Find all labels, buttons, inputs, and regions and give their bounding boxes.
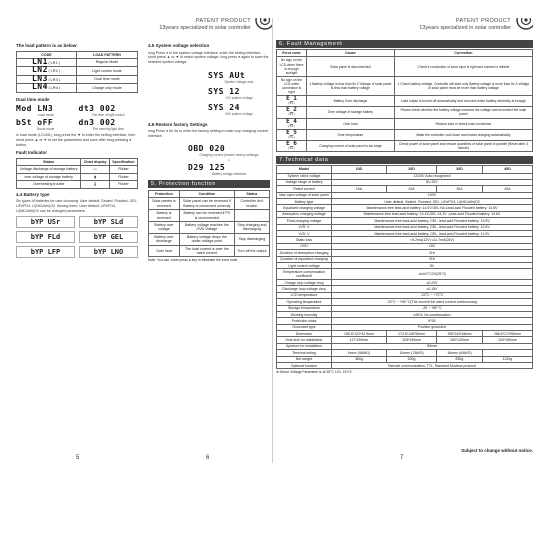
table-row: LN1(LM1) Regular Mode (17, 58, 138, 66)
table-row: Hole size for installation 117*150mm 125*150mm 150*120mm 154*150mm (277, 337, 533, 343)
table-row: No sign on the LCD when there is enough sunlight Solar panel is disconnected Check if connection of solar input is right and contact is reliable (277, 57, 533, 76)
table-row: Optional function Remote communication, TTL, Standard Modbus protocol (277, 363, 533, 369)
fault-management-table: Error code Cause Correction No sign on the LCD when there is enough sunlight Solar panel is disconnected Check if connection of solar input is right and contact is reliable No sign on the LCD when connection is right 1.Battery voltage is less than 8v 2.Voltage of solar panel is less than battery voltage 1.Check battery voltage. Controller will start only Battery voltage is more than 8v 2.Voltage of solar panel must be more than battery voltage E_1 (Ov) Battery Over discharge Load output is turned off automatically and recovers when battery electricity is enough E_2 (Ov) Over voltage of storage battery Please check whether the battery voltage exceeds the voltage and reconnect the solar panel E_4 (Ov) Over load Reduce load or check load connection E_5 (Ov) Over temperature Make the controller cool down and restart charging automatically E_6 (Ov) Charging current of solar panel is too large Check power of solar panel and reduce quantities of solar panel in parallel (Reset after 3 minute) (276, 49, 533, 152)
voltage-selection-screens: SYS AUt System voltage auto SYS 12 12V system voltage SYS 24 24V system voltage (208, 70, 254, 116)
table-row: LN2(LM2) Light control mode (17, 67, 138, 75)
protection-note: Note: You can: short press ● key to eliminate the error code. (148, 258, 239, 263)
table-row: LN4(LM4) Charge only mode (17, 84, 138, 92)
brand-logo-icon (516, 18, 533, 30)
load-pattern-table: CODE LOAD PATTERN LN1(LM1) Regular Mode LN2(LM2) Light control mode LN3(LM3) Dual time mode LN4(LM4) Charge only mode (16, 51, 138, 93)
table-row: LCD temperature -20°C ~ +70°C (277, 292, 533, 298)
page-number: 7 (400, 455, 404, 461)
table-row: E_5 (Ov) Over temperature Make the controller cool down and restart charging automatically (277, 129, 533, 140)
arrow-down-icon: ↓ (227, 156, 231, 163)
battery-type-item: bYP FLd (16, 231, 75, 243)
table-row: LN3(LM3) Dual time mode (17, 75, 138, 83)
table-row: Discharge loop voltage drop ≤0.18V (277, 286, 533, 292)
table-row: Grounded type Positive grounded (277, 324, 533, 330)
table-row: E_6 (Ov) Charging current of solar panel is too large Check power of solar panel and reduce quantities of solar panel in parallel (Reset after 3 minute) (277, 140, 533, 151)
protection-table: Protection Condition Status Solar panels is reversed Solar panel can be reversed if Battery is connected correctly Controller isn't broken Battery is reversed Battery can be reversed if PV is unconnected Battery over voltage Battery voltage reaches the OVD Voltage Stop charging and discharging Battery over discharge Battery voltage drops the under voltage point Stop discharging Over heat The load current is over the rated current Turn off the output (148, 190, 270, 257)
table-row: Protection class IP30 (277, 318, 533, 324)
table-row: Float charging voltage Maintenance-free lead-acid battery, GEL, lead-acid Flooded battery: 13.8V (277, 218, 533, 224)
table-row: Battery over discharge Battery voltage drops the under voltage point Stop discharging (149, 233, 270, 245)
table-header-row: Model 10D 20D 30D 40D (277, 166, 533, 173)
left-column-a (16, 40, 138, 258)
brand-logo-icon (255, 18, 273, 30)
load-pattern-heading: The load pattern is as below: (16, 43, 78, 48)
restore-screens: OBD 020 Charging current (restore factory settings) ↓ D29 125 Battery voltage interface (148, 144, 270, 176)
table-row: No sign on the LCD when connection is right 1.Battery voltage is less than 8v 2.Voltage of solar panel is less than battery voltage 1.Check battery voltage. Controller will start only Battery voltage is more than 8v 2.Voltage of solar panel must be more than battery voltage (277, 76, 533, 95)
table-row: Battery over voltage Battery voltage reaches the OVD Voltage Stop charging and discharging (149, 222, 270, 234)
battery-full-icon: ▮ (94, 174, 97, 179)
voltage-selection-heading: 4.5 System voltage selection (148, 43, 210, 48)
table-row: Voltage range of battery 8V-32V (277, 179, 533, 185)
page-number: 6 (206, 455, 210, 461)
dual-time-diagram: Mod LN3 Load mode dt3 002 The time of light control bSt oFF Boost mode dn3 002 The morning light time (16, 104, 125, 132)
page-gutter (272, 18, 273, 463)
table-row: LVR: V Maintenance-free lead-acid battery, GEL, lead-acid Flooded battery: 12.6V (277, 224, 533, 230)
battery-type-item: bYP LFP (16, 246, 75, 258)
battery-type-description: Six types of batteries for user choosing: User default, Sealed, Flooded, GEL, LiFePO4, Li(NiCoMn)O2. Among them, User default, LiFePO4, Li(NiCoMn)O2 can be changed parameters. (16, 199, 138, 213)
table-row: Overheating trouble 🌡 Flicker (17, 181, 138, 188)
technical-data-note: ※ Above Voltage Parameter is at 25°C 12V, 12V*2. (276, 370, 353, 375)
fault-indicator-heading: Fault Indicator (16, 150, 48, 156)
fault-management-bar: 6. Fault Management (276, 40, 533, 48)
table-row: Static loss <9.2mA(12V) ≤11.7mA(24V) (277, 237, 533, 243)
battery-type-item: bYP USr (16, 216, 75, 228)
table-row: HVD 16V (277, 243, 533, 249)
table-row: Solar panels is reversed Solar panel can be reversed if Battery is connected correctly Controller isn't broken (149, 198, 270, 210)
table-row: E_2 (Ov) Over voltage of storage battery Please check whether the battery voltage exceeds the voltage and reconnect the solar panel (277, 107, 533, 118)
brand-header-left: PATENT PRODUCT 13years specialized in solar controller (159, 18, 251, 31)
battery-type-item: bYP GEL (79, 231, 138, 243)
table-row: Temperature compensation coefficient -4mV/°C/2V(25°C) (277, 269, 533, 280)
table-row: Dimension 155.5*122*42.9mm 174.5*148*50mm 195*163*66mm 256.5*174*66mm (277, 331, 533, 337)
page-number: 5 (76, 455, 80, 461)
table-row: over voltage of storage battery ▮ Flicker (17, 173, 138, 180)
left-column-b (148, 40, 270, 262)
table-row: System rated voltage 12/24V Auto recognized (277, 173, 533, 179)
table-row: Battery is reversed Battery can be reversed if PV is unconnected (149, 210, 270, 222)
table-row: Operating temperature -20°C ~ +55 °C(The current full rated current continuously) (277, 299, 533, 305)
table-row: Light control voltage 5V (277, 262, 533, 268)
dual-time-heading: Dual time mode (16, 96, 50, 102)
table-row: Net weight 360g 520g 830g 1120g (277, 356, 533, 362)
table-row: Equalized charging voltage Maintenance-free lead-acid battery: 14.6V,GEL:No,Lead-acid Flooded battery: 14.8V (277, 205, 533, 211)
dual-time-description: In load mode (LCLM1), long press the ▼ to enter the setting interface, then short press ▲ or ▼ to set the parameters and save after long pressing ● button. (16, 133, 136, 147)
restore-heading: 4.6 Restore factory Settings (148, 121, 208, 127)
table-row: E_1 (Ov) Battery Over discharge Load output is turned off automatically and recovers when battery electricity is enough (277, 96, 533, 107)
table-row: E_4 (Ov) Over load Reduce load or check load connection (277, 118, 533, 129)
table-row: Aperture for installation Φ4mm (277, 343, 533, 349)
subject-to-change-note: Subject to change without notice. (461, 448, 533, 453)
battery-type-item: bYP SLd (79, 216, 138, 228)
right-main (276, 40, 533, 374)
battery-type-item: bYP LNO (79, 246, 138, 258)
table-row: Rated current 10A 20A 30A 40A (277, 186, 533, 192)
right-page (276, 18, 533, 463)
table-row: Terminal wiring 6mm² (9AWG) 10mm² (7AWG) 16mm² (6AWG) (277, 350, 533, 356)
table-row: Charge loop voltage drop ≤0.22V (277, 279, 533, 285)
table-row: LVD: V Maintenance-free lead-acid battery, GEL, lead-acid Flooded battery: 11.0V (277, 231, 533, 237)
technical-data-bar: 7.Technical data (276, 156, 533, 164)
technical-data-table (276, 165, 533, 369)
table-row: Max open voltage of solar panel 100V (277, 192, 533, 198)
restore-description: long Press ● for 5s to enter the factory setting in main loop charging current interface. (148, 129, 269, 139)
protection-section-bar: 5. Protection function (148, 180, 270, 188)
table-row: Duration of absorption charging 2Hr (277, 250, 533, 256)
table-row: Duration of equalized charging 2Hr (277, 256, 533, 262)
voltage-selection-description: long Press ● in the system voltage interface, enter the setting interface, short press ▲ or ▼ to select system voltage, long press ● again to save the selected system voltage. (148, 50, 269, 65)
brand-header-right: PATENT PRODUCT 13years specialized in solar controller (419, 18, 511, 31)
table-row: Storage temperature -25 ~ +80 °C (277, 305, 533, 311)
table-row: Over heat The load current is over the rated current Turn off the output (149, 245, 270, 257)
left-page (16, 18, 273, 463)
battery-type-heading: 4.4 Battery type (16, 191, 50, 197)
table-row: Absorption charging voltage Maintenance-free lead-acid battery: 14.4V,GEL:14.2V ,Lead-acid Flooded battery: 14.6V (277, 211, 533, 217)
battery-low-icon: ▭ (93, 167, 97, 172)
temperature-icon: 🌡 (92, 182, 98, 187)
table-row: Working humidity ≤95%, No condensation (277, 311, 533, 317)
fault-indicator-table: Status Chart display Specification Voltage discharge of storage battery ▭ Flicker over voltage of storage battery ▮ Flicker Overheating trouble 🌡 Flicker (16, 158, 138, 189)
battery-type-grid (16, 216, 138, 258)
table-row: Battery type User default, Sealed, Flooded, GEL, LiFePO4, Li(NiCoMn)O2 (277, 199, 533, 205)
table-row: Voltage discharge of storage battery ▭ Flicker (17, 166, 138, 173)
